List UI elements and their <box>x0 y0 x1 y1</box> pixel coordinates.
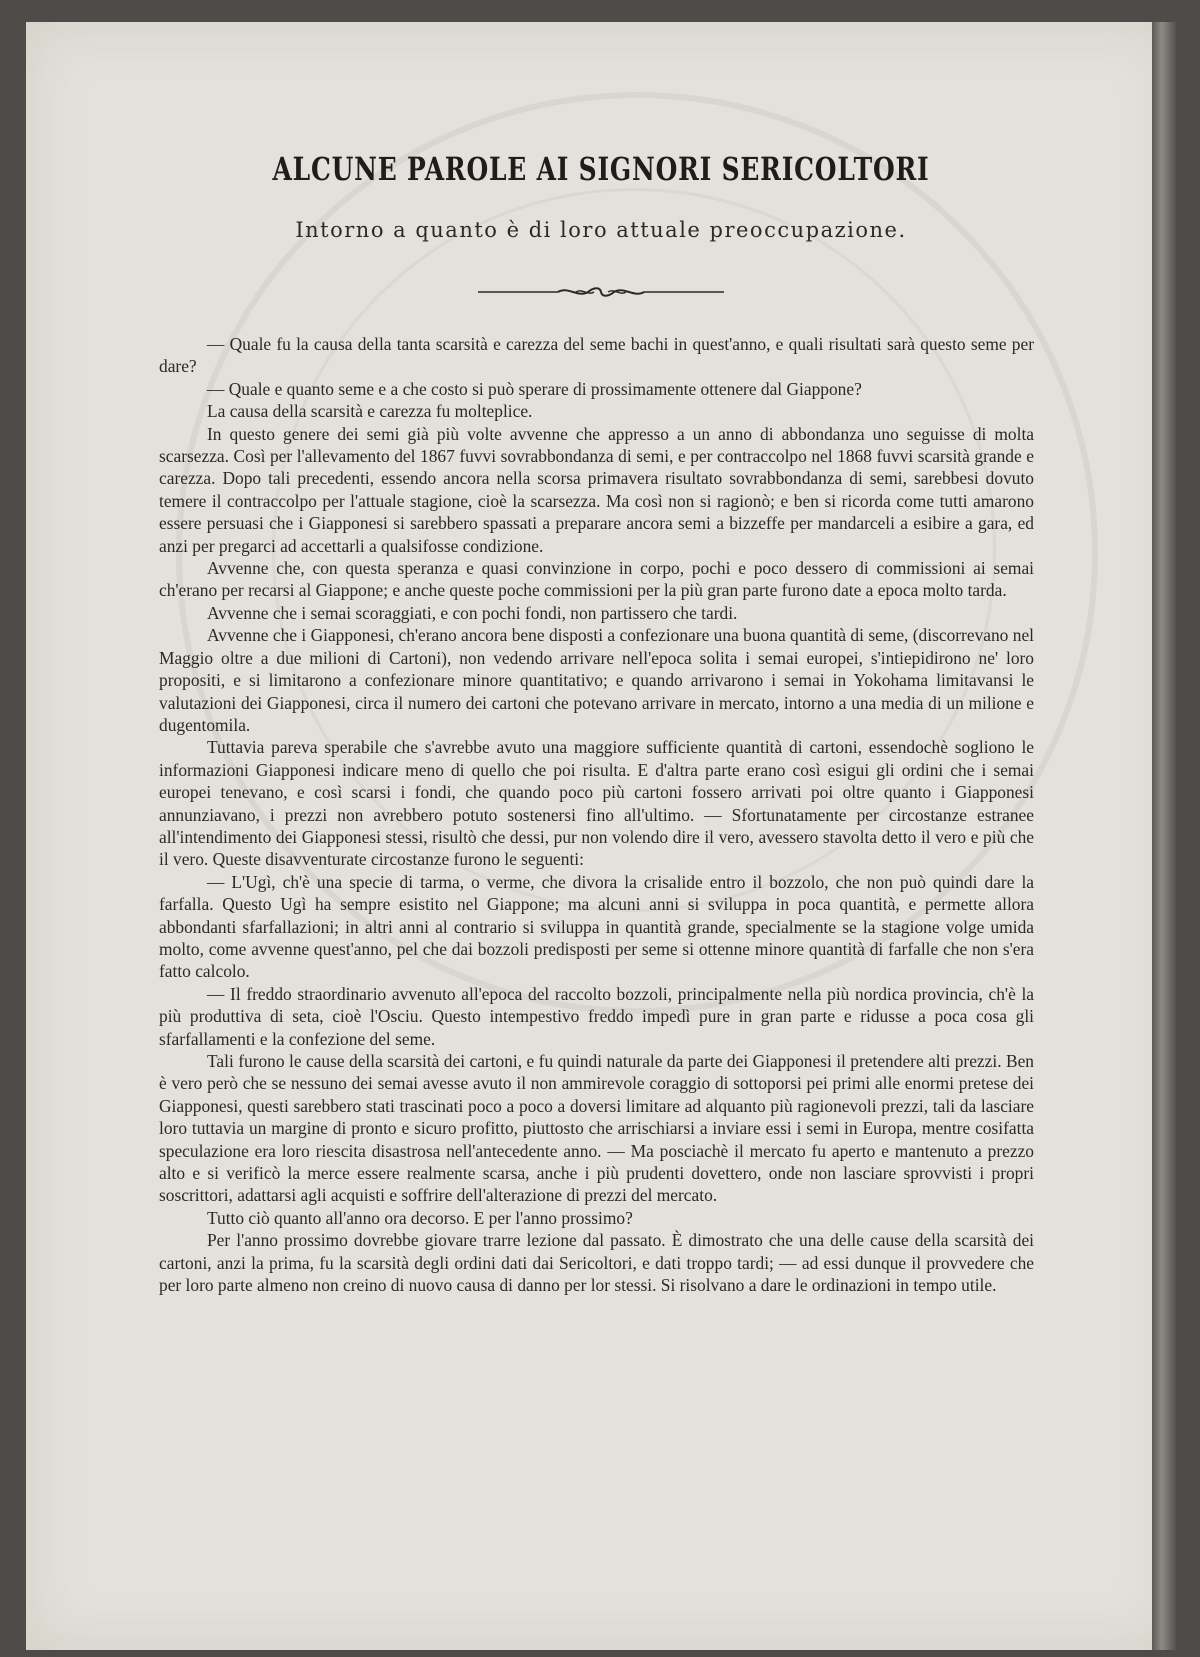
paragraph: — Quale e quanto seme e a che costo si può sperare di prossimamente ottenere dal Giappone? <box>207 378 862 399</box>
paragraph: Avvenne che i Giapponesi, ch'erano ancora bene disposti a confezionare una buona quantità di seme, (discorrevano nel Maggio oltre a due milioni di Cartoni), non vedendo arrivare nell'epoca solita i semai europei, s'intiepidirono ne' loro propositi, e si limitarono a confezionare minore quantitativo; e quando arrivarono i semai in Yokohama limitavansi le valutazioni dei Giapponesi, circa il numero dei cartoni che potevano arrivare in mercato, intorno a una media di un milione e dugentomila. <box>159 625 1034 735</box>
paragraph: Avvenne che i semai scoraggiati, e con pochi fondi, non partissero che tardi. <box>207 602 738 623</box>
paragraph: Tuttavia pareva sperabile che s'avrebbe avuto una maggiore sufficiente quantità di cartoni, essendochè sogliono le informazioni Giapponesi indicare meno di quello che poi risulta. E d'altra parte erano così esigui gli ordini che i semai europei tenevano, e così scarsi i fondi, che quando poco più cartoni fossero arrivati poi oltre quanto i Giapponesi annunziavano, i prezzi non avrebbero potuto sostenersi fino all'ultimo. — Sfortunatamente per circostanze estranee all'intendimento dei Giapponesi stessi, risultò che dessi, pur non volendo dire il vero, avessero stavolta detto il vero e più che il vero. Queste disavventurate circostanze furono le seguenti: <box>159 737 1034 870</box>
page-subtitle: Intorno a quanto è di loro attuale preoccupazione. <box>295 218 907 242</box>
paragraph: Tutto ciò quanto all'anno ora decorso. E per l'anno prossimo? <box>207 1207 633 1228</box>
page-title: ALCUNE PAROLE AI SIGNORI SERICOLTORI <box>272 150 930 188</box>
paragraph: Tali furono le cause della scarsità dei cartoni, e fu quindi naturale da parte dei Giapponesi il pretendere alti prezzi. Ben è vero però che se nessuno dei semai avesse avuto il non ammirevole coraggio di sottoporsi pei primi alle enormi pretese dei Giapponesi, questi sarebbero stati trascinati poco a poco a doversi limitare ad alquanto più ragionevoli prezzi, tali da lasciare loro tuttavia un margine di pronto e sicuro profitto, piuttosto che arrischiarsi a inviare essi i semi in Europa, mentre cosifatta speculazione era loro riescita disastrosa nell'antecedente anno. — Ma posciachè il mercato fu aperto e mantenuto a prezzo alto e si verificò la merce essere realmente scarsa, anche i più prudenti dovettero, onde non lasciare sprovvisti i propri soscrittori, adattarsi agli acquisti e soffrire dell'alterazione di prezzi del mercato. <box>159 1051 1034 1206</box>
document-page <box>26 22 1176 1650</box>
paragraph: — Il freddo straordinario avvenuto all'epoca del raccolto bozzoli, principalmente nella più nordica provincia, ch'è la più produttiva di seta, cioè l'Osciu. Questo intempestivo freddo impedì pure in gran parte e ridusse a poca cosa gli sfarfallamenti e la confezione del seme. <box>159 983 1034 1049</box>
paragraph: In questo genere dei semi già più volte avvenne che appresso a un anno di abbondanza uno seguisse di molta scarsezza. Così per l'allevamento del 1867 fuvvi sovrabbondanza di semi, e per contraccolpo nel 1868 fuvvi scarsità grande e carezza. Dopo tali precedenti, essendo ancora nella scorsa primavera risultato sovrabbondanza di semi, sarebbesi dovuto temere il contraccolpo per l'attuale stagione, cioè la scarsezza. Ma così non si ragionò; e ben si ricorda come tutti amarono essere persuasi che i Giapponesi si sarebbero spassati a preparare ancora semi a bizzeffe per mandarceli a esibire a gara, ed anzi per pregarci ad accettarli a qualsifosse condizione. <box>159 423 1034 556</box>
article-body <box>159 333 1034 1296</box>
decorative-rule-ornament <box>478 284 724 300</box>
paragraph: — L'Ugì, ch'è una specie di tarma, o verme, che divora la crisalide entro il bozzolo, che non può quindi dare la farfalla. Questo Ugì ha sempre esistito nel Giappone; ma alcuni anni si sviluppa in poca quantità, e permette allora abbondanti sfarfallazioni; in altri anni al contrario si sviluppa in quantità grande, specialmente se la stagione volge umida molto, come avvenne quest'anno, pel che dai bozzoli predisposti per seme si ottenne minore quantità di farfalle che non s'era fatto calcolo. <box>159 871 1034 982</box>
paragraph: Per l'anno prossimo dovrebbe giovare trarre lezione dal passato. È dimostrato che una delle cause della scarsità dei cartoni, anzi la prima, fu la scarsità degli ordini dati dai Sericoltori, e dati troppo tardi; — ad essi dunque il provvedere che per loro parte almeno non creino di nuovo causa di danno per lor stessi. Si risolvano a dare le ordinazioni in tempo utile. <box>159 1230 1034 1296</box>
paragraph: La causa della scarsità e carezza fu molteplice. <box>207 401 533 422</box>
page-binding-edge <box>1152 22 1176 1650</box>
paragraph: — Quale fu la causa della tanta scarsità e carezza del seme bachi in quest'anno, e quali risultati sarà questo seme per dare? <box>159 334 1034 377</box>
paragraph: Avvenne che, con questa speranza e quasi convinzione in corpo, pochi e poco dessero di commissioni ai semai ch'erano per recarsi al Giappone; e anche queste poche commissioni per la più gran parte furono date a epoca molto tarda. <box>159 558 1034 601</box>
